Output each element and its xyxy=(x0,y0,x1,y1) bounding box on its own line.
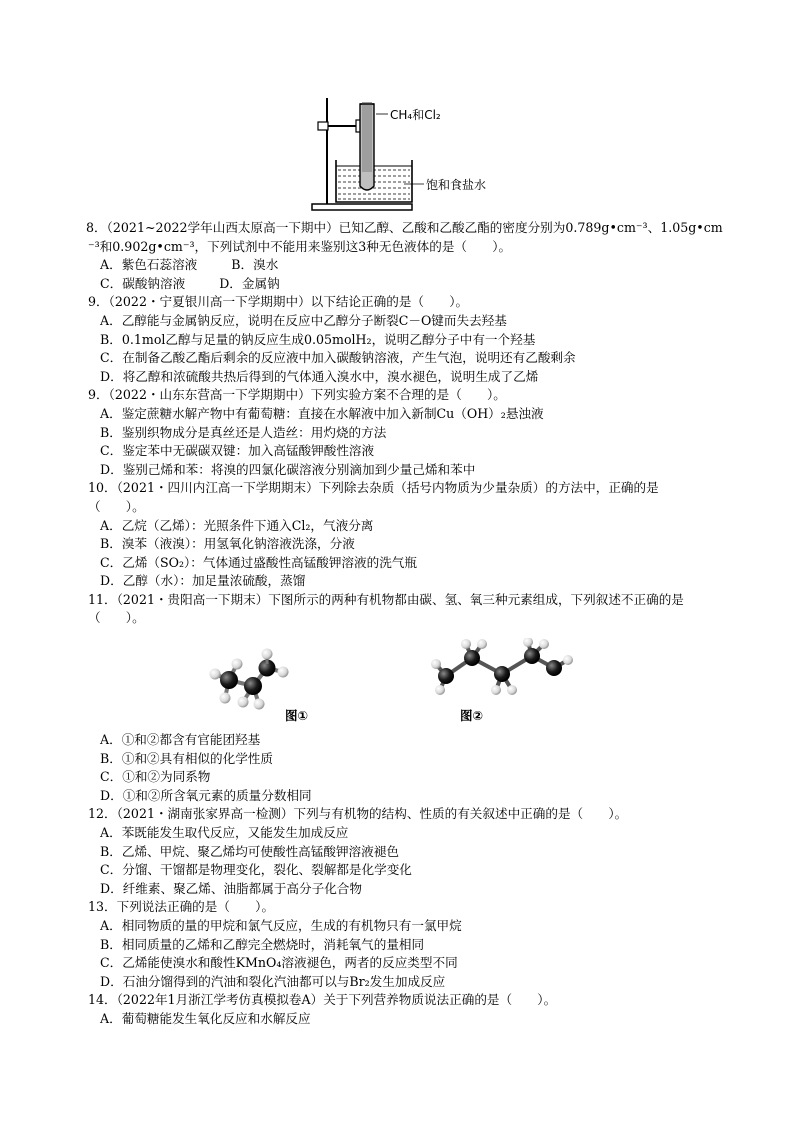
q11-option-d: D．①和②所含氧元素的质量分数相同 xyxy=(100,787,312,803)
label-gas: CH₄和Cl₂ xyxy=(390,108,441,122)
q9b-option-d: D．鉴别己烯和苯：将溴的四氯化碳溶液分别滴加到少量己烯和苯中 xyxy=(100,461,476,477)
q12-option-a: A．苯既能发生取代反应，又能发生加成反应 xyxy=(100,825,349,841)
q14-option-a: A．葡萄糖能发生氧化反应和水解反应 xyxy=(100,1010,311,1026)
q8-options-row1 xyxy=(88,256,758,275)
q8-option-d: D．金属钠 xyxy=(219,275,280,291)
q9a-option-b: B．0.1mol乙醇与足量的钠反应生成0.05molH₂，说明乙醇分子中有一个羟基 xyxy=(100,331,536,347)
molecule-figures xyxy=(88,628,758,731)
q10-option-d: D．乙醇（水）：加足量浓硫酸，蒸馏 xyxy=(100,573,306,589)
q14-stem: 14．（2022年1月浙江学考仿真模拟卷A）关于下列营养物质说法正确的是（ ）。 xyxy=(88,992,557,1008)
q12-option-d: D．纤维素、聚乙烯、油脂都属于高分子化合物 xyxy=(100,880,362,896)
q12-option-b: B．乙烯、甲烷、聚乙烯均可使酸性高锰酸钾溶液褪色 xyxy=(100,843,399,859)
q8-option-b: B．溴水 xyxy=(231,257,279,273)
apparatus-figure xyxy=(300,96,490,218)
q13-option-d: D．石油分馏得到的汽油和裂化汽油都可以与Br₂发生加成反应 xyxy=(100,973,446,989)
q10-stem-line2: （ ）。 xyxy=(88,498,145,514)
figure-1-caption: 图① xyxy=(285,708,309,724)
q9b-stem: 9．（2022・山东东营高一下学期期中）下列实验方案不合理的是（ ）。 xyxy=(88,387,506,403)
q11-option-a: A．①和②都含有官能团羟基 xyxy=(100,732,261,748)
q9b-option-b: B．鉴别织物成分是真丝还是人造丝：用灼烧的方法 xyxy=(100,424,387,440)
q11-stem-line1: 11．（2021・贵阳高一下期末）下图所示的两种有机物都由碳、氢、氧三种元素组成，下列叙述不正确的是 xyxy=(88,591,684,607)
questions xyxy=(88,219,758,1029)
q9b-option-c: C．鉴定苯中无碳碳双键：加入高锰酸钾酸性溶液 xyxy=(100,443,375,459)
molecule-2-model xyxy=(428,638,578,702)
q8-stem-line2: ⁻³和0.902g•cm⁻³，下列试剂中不能用来鉴别这3种无色液体的是（ ）。 xyxy=(88,238,512,254)
q9a-option-a: A．乙醇能与金属钠反应，说明在反应中乙醇分子断裂C－O键而失去羟基 xyxy=(100,312,507,328)
q8-option-a: A．紫色石蕊溶液 xyxy=(100,257,198,273)
q13-option-b: B．相同质量的乙烯和乙醇完全燃烧时，消耗氧气的量相同 xyxy=(100,936,425,952)
q10-option-b: B．溴苯（液溴）：用氢氧化钠溶液洗涤，分液 xyxy=(100,536,355,552)
q10-option-a: A．乙烷（乙烯）：光照条件下通入Cl₂，气液分离 xyxy=(100,517,374,533)
q10-stem-line1: 10．（2021・四川内江高一下学期期末）下列除去杂质（括号内物质为少量杂质）的方法中，正确的是 xyxy=(88,480,659,496)
q10-option-c: C．乙烯（SO₂）：气体通过盛酸性高锰酸钾溶液的洗气瓶 xyxy=(100,554,417,570)
molecule-1-model xyxy=(193,632,303,712)
q12-option-c: C．分馏、干馏都是物理变化，裂化、裂解都是化学变化 xyxy=(100,862,412,878)
q9a-option-c: C．在制备乙酸乙酯后剩余的反应液中加入碳酸钠溶液，产生气泡，说明还有乙酸剩余 xyxy=(100,350,576,366)
q9b-option-a: A．鉴定蔗糖水解产物中有葡萄糖：直接在水解液中加入新制Cu（OH）₂悬浊液 xyxy=(100,405,544,421)
q8-option-c: C．碳酸钠溶液 xyxy=(100,275,186,291)
q12-stem: 12．（2021・湖南张家界高一检测）下列与有机物的结构、性质的有关叙述中正确的是（ ）。 xyxy=(88,806,628,822)
q9a-option-d: D．将乙醇和浓硫酸共热后得到的气体通入溴水中，溴水褪色，说明生成了乙烯 xyxy=(100,368,539,384)
q13-option-c: C．乙烯能使溴水和酸性KMnO₄溶液褪色，两者的反应类型不同 xyxy=(100,955,458,971)
q11-stem-line2: （ ）。 xyxy=(88,610,145,626)
q11-option-b: B．①和②具有相似的化学性质 xyxy=(100,750,273,766)
label-solution: 饱和食盐水 xyxy=(426,178,487,192)
q11-option-c: C．①和②为同系物 xyxy=(100,769,211,785)
q9a-stem: 9．（2022・宁夏银川高一下学期期中）以下结论正确的是（ ）。 xyxy=(88,294,469,310)
figure-2-caption: 图② xyxy=(460,708,484,724)
q13-stem: 13．下列说法正确的是（ ）。 xyxy=(88,899,275,915)
q8-stem-line1: 8．（2021~2022学年山西太原高一下期中）已知乙醇、乙酸和乙酸乙酯的密度分别为0.789g•cm⁻³、1.05g•cm xyxy=(86,220,723,235)
q13-option-a: A．相同物质的量的甲烷和氯气反应，生成的有机物只有一氯甲烷 xyxy=(100,918,462,933)
q8-options-row2 xyxy=(88,275,758,294)
